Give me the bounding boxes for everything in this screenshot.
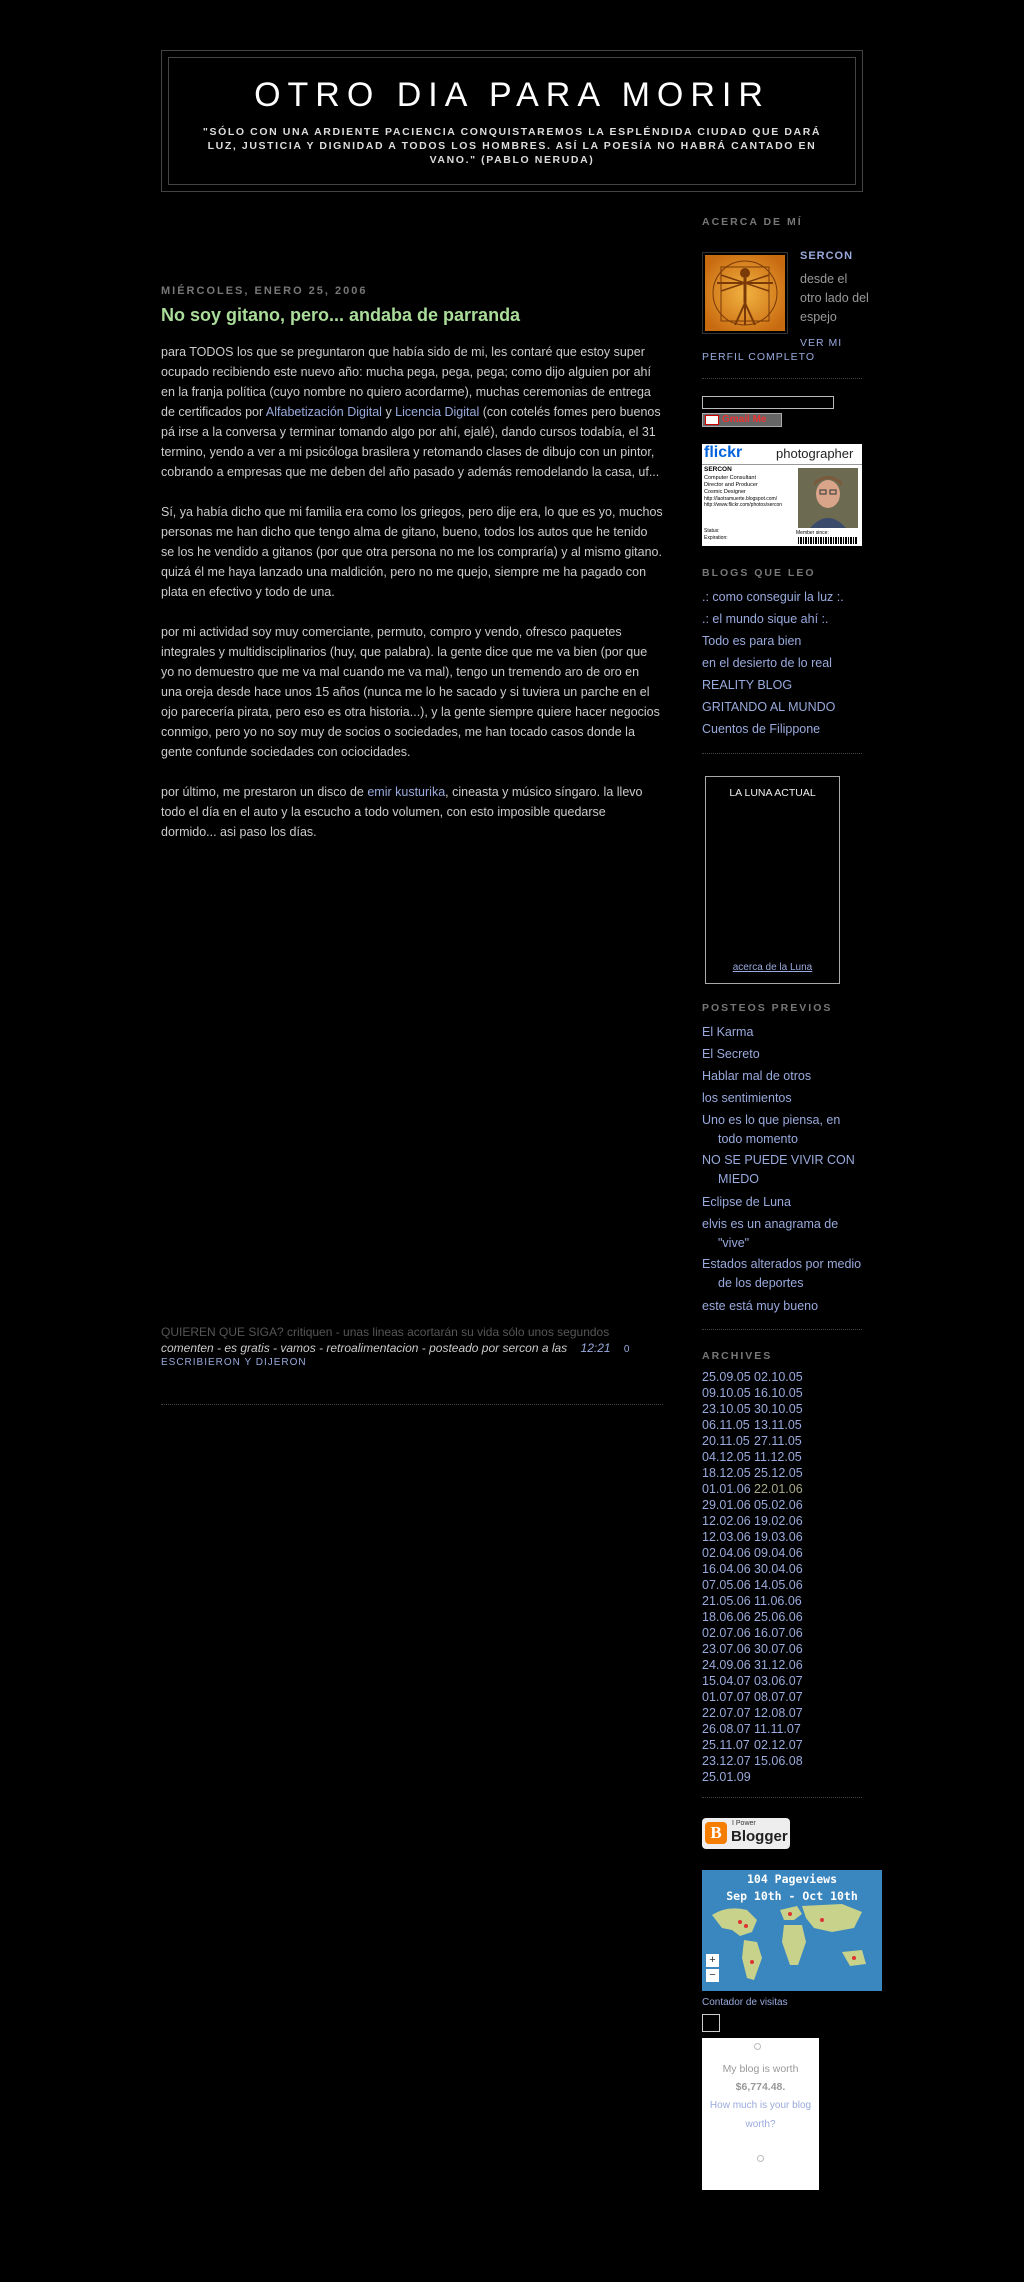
archive-date[interactable]: 20.11.05 — [702, 1434, 750, 1448]
powered-by-blogger-badge[interactable] — [702, 1818, 790, 1849]
envelope-icon — [705, 415, 719, 425]
blogger-b-icon: B — [705, 1822, 727, 1844]
pageviews-map-widget[interactable] — [702, 1870, 882, 1991]
archive-link[interactable] — [754, 1530, 806, 1544]
blogs-heading: BLOGS QUE LEO — [702, 567, 816, 579]
archive-date[interactable]: 24.09.06 — [702, 1658, 751, 1672]
archive-link[interactable] — [754, 1402, 806, 1416]
archive-link[interactable] — [702, 1386, 754, 1400]
archive-link[interactable] — [702, 1610, 754, 1624]
archive-date[interactable]: 25.06.06 — [754, 1610, 803, 1624]
archive-link[interactable] — [754, 1706, 806, 1720]
email-input-box[interactable] — [702, 396, 834, 409]
archive-date[interactable]: 29.01.06 — [702, 1498, 751, 1512]
blog-worth-value: $6,774.48. — [735, 2081, 786, 2093]
archive-date[interactable]: 15.04.07 — [702, 1674, 751, 1688]
archive-row — [702, 1737, 902, 1753]
circle-icon — [754, 2043, 761, 2050]
archive-date[interactable]: 16.10.05 — [754, 1386, 803, 1400]
archive-date[interactable]: 18.06.06 — [702, 1610, 751, 1624]
archive-link[interactable] — [702, 1706, 754, 1720]
archive-link[interactable] — [754, 1722, 806, 1736]
sidebar-separator — [702, 1329, 862, 1330]
blog-link[interactable]: .: el mundo sique ahí :. — [702, 612, 829, 626]
archive-date[interactable]: 16.07.06 — [754, 1626, 803, 1640]
archive-link[interactable] — [702, 1690, 754, 1704]
post-permalink-time[interactable]: 12:21 — [580, 1341, 611, 1355]
archive-link[interactable] — [702, 1514, 754, 1528]
archive-date[interactable]: 25.12.05 — [754, 1466, 803, 1480]
archive-link[interactable] — [702, 1722, 754, 1736]
archive-link[interactable] — [754, 1466, 806, 1480]
archive-date[interactable]: 02.12.07 — [754, 1738, 803, 1752]
map-pageviews-text: 104 Pageviews — [746, 1872, 837, 1886]
previous-post-link[interactable]: este está muy bueno — [702, 1299, 819, 1313]
archive-link[interactable] — [702, 1530, 754, 1544]
view-my-text: VER MI — [800, 337, 843, 349]
archive-date[interactable]: 30.10.05 — [754, 1402, 803, 1416]
gmail-me-label: Gmail Me — [722, 414, 767, 425]
archive-row — [702, 1705, 902, 1721]
archive-date[interactable]: 23.12.07 — [702, 1754, 751, 1768]
previous-posts-list — [702, 1021, 864, 1317]
archive-link[interactable] — [754, 1642, 806, 1656]
archive-row — [702, 1481, 902, 1497]
blog-link[interactable]: en el desierto de lo real — [702, 656, 832, 670]
previous-post-link[interactable]: Eclipse de Luna — [702, 1195, 791, 1209]
archive-date[interactable]: 25.11.07 — [702, 1738, 750, 1752]
archive-link[interactable] — [702, 1642, 754, 1656]
flickr-photographer-label: photographer — [776, 446, 854, 461]
archive-date[interactable]: 23.07.06 — [702, 1642, 751, 1656]
flickr-photo — [798, 468, 858, 528]
flickr-badge[interactable] — [702, 444, 862, 546]
previous-post-link[interactable]: los sentimientos — [702, 1091, 792, 1105]
post-body — [161, 342, 663, 842]
archive-row — [702, 1721, 902, 1737]
archive-date[interactable]: 14.05.06 — [754, 1578, 803, 1592]
archive-date[interactable]: 12.08.07 — [754, 1706, 803, 1720]
header-inner-frame — [168, 57, 856, 185]
archive-link[interactable] — [754, 1610, 806, 1624]
previous-post-link[interactable]: elvis es un anagrama de "vive" — [702, 1217, 839, 1250]
alfabetizacion-digital-link[interactable]: Alfabetización Digital — [265, 405, 382, 419]
archive-link[interactable] — [702, 1450, 754, 1464]
archive-date[interactable]: 15.06.08 — [754, 1754, 803, 1768]
previous-post-link[interactable]: El Karma — [702, 1025, 754, 1039]
sidebar — [702, 216, 902, 2190]
archive-link[interactable] — [754, 1370, 806, 1384]
blog-link[interactable]: REALITY BLOG — [702, 678, 793, 692]
sidebar-separator — [702, 753, 862, 754]
archive-link[interactable] — [754, 1594, 806, 1608]
moon-title: LA LUNA ACTUAL — [729, 787, 816, 799]
archives-heading: ARCHIVES — [702, 1350, 773, 1362]
archive-row — [702, 1641, 902, 1657]
comments-link[interactable]: ESCRIBIERON Y DIJERON — [161, 1357, 307, 1368]
post-text: por último, me prestaron un disco de — [161, 785, 368, 799]
archive-row — [702, 1449, 902, 1465]
circle-icon — [757, 2155, 764, 2162]
archive-date[interactable]: 18.12.05 — [702, 1466, 751, 1480]
post-text: (con cotelés fomes pero buenos pá irse a la conversa y terminar tomando algo por ahí, ejalé), dando cursos todabía, el 31 termino, yendo a ver a mi psicóloga brasilera y retomando clases de dibujo con un pintor, cobrando a empresas que me deben del año pasado y además remodelando la casa, uf... — [161, 405, 661, 479]
post-paragraph-2: Sí, ya había dicho que mi familia era como los griegos, pero dije era, lo que es yo, muchos personas me han dicho que tengo alma de gitano, bueno, todos los autos que he tenido se los he vendido a gitanos (por que otra persona no me los compraría) y al mismo gitano. quizá él me haya lanzado una maldición, pero no me quejo, siempre me ha pagado con plata en efectivo y todo de una. — [161, 505, 663, 599]
archive-date[interactable]: 05.02.06 — [754, 1498, 803, 1512]
archive-row — [702, 1513, 902, 1529]
blog-link[interactable]: GRITANDO AL MUNDO — [702, 700, 836, 714]
flickr-member-since: Member since: — [796, 530, 829, 536]
archive-link[interactable] — [754, 1674, 806, 1688]
archive-date[interactable]: 31.12.06 — [754, 1658, 803, 1672]
archive-link[interactable] — [754, 1386, 806, 1400]
flickr-line: Cosmic Designer — [704, 489, 746, 495]
archive-date[interactable]: 03.06.07 — [754, 1674, 803, 1688]
archive-row — [702, 1433, 902, 1449]
comment-count-link[interactable]: 0 — [623, 1344, 630, 1355]
archive-link[interactable] — [754, 1738, 806, 1752]
blogger-small-text: I Power — [732, 1820, 756, 1827]
previous-post-link[interactable]: Uno es lo que piensa, en todo momento — [702, 1113, 841, 1146]
archive-date[interactable]: 11.11.07 — [754, 1722, 801, 1736]
post-footer-meta — [161, 1341, 663, 1355]
flickr-status: Status: — [704, 528, 720, 534]
licencia-digital-link[interactable]: Licencia Digital — [395, 405, 480, 419]
archive-date[interactable]: 09.10.05 — [702, 1386, 751, 1400]
archive-link[interactable] — [702, 1370, 754, 1384]
archive-date[interactable]: 26.08.07 — [702, 1722, 751, 1736]
profile-name-link[interactable]: SERCON — [800, 250, 854, 262]
archive-link[interactable] — [702, 1594, 754, 1608]
archive-row — [702, 1385, 902, 1401]
emir-kusturika-link[interactable]: emir kusturika — [367, 785, 446, 799]
vitruvian-man-icon — [703, 253, 787, 333]
archive-date[interactable]: 30.04.06 — [754, 1562, 803, 1576]
archive-link[interactable] — [702, 1738, 754, 1752]
blog-worth-link[interactable]: How much is your blog worth? — [709, 2100, 812, 2130]
archive-link[interactable] — [702, 1754, 754, 1768]
archive-date[interactable]: 04.12.05 — [702, 1450, 751, 1464]
post-paragraph-4 — [161, 782, 663, 842]
archive-row — [702, 1497, 902, 1513]
person-photo-icon — [798, 468, 858, 528]
archive-link[interactable] — [754, 1578, 806, 1592]
blog-link[interactable]: Cuentos de Filippone — [702, 722, 821, 736]
archive-date[interactable]: 12.03.06 — [702, 1530, 751, 1544]
sidebar-separator — [702, 1797, 862, 1798]
blog-link[interactable]: Todo es para bien — [702, 634, 802, 648]
archive-date[interactable]: 23.10.05 — [702, 1402, 751, 1416]
archive-link[interactable] — [702, 1402, 754, 1416]
archive-date[interactable]: 13.11.05 — [754, 1418, 802, 1432]
profile-location: desde el otro lado del espejo — [800, 272, 869, 324]
archive-link[interactable] — [754, 1626, 806, 1640]
archive-date[interactable]: 06.11.05 — [702, 1418, 750, 1432]
archive-date[interactable]: 02.07.06 — [702, 1626, 751, 1640]
archive-link[interactable] — [702, 1418, 754, 1432]
blogger-big-text: Blogger — [731, 1828, 788, 1845]
map-date-range-text: Sep 10th - Oct 10th — [726, 1889, 858, 1903]
archive-row — [702, 1753, 902, 1769]
moon-widget — [705, 776, 840, 984]
archive-row — [702, 1593, 902, 1609]
profile-widget — [702, 228, 902, 368]
zoom-out-button[interactable]: − — [706, 1969, 719, 1982]
full-profile-link[interactable] — [702, 336, 862, 364]
current-archive-date: 22.01.06 — [754, 1482, 803, 1496]
archive-link[interactable] — [702, 1674, 754, 1688]
archive-date[interactable]: 02.04.06 — [702, 1546, 751, 1560]
archive-row — [702, 1545, 902, 1561]
archive-row — [702, 1561, 902, 1577]
post-text: , cineasta y músico síngaro. la llevo todo el día en el auto y la escucho a todo volumen, con esto imposible quedarse dormido... asi paso los días. — [161, 785, 643, 839]
archives-list — [702, 1369, 902, 1785]
blog-description: "SÓLO CON UNA ARDIENTE PACIENCIA CONQUISTAREMOS LA ESPLÉNDIDA CIUDAD QUE DARÁ LUZ, JUSTICIA Y DIGNIDAD A TODOS LOS HOMBRES. ASÍ LA POESÍA NO HABRÁ CANTADO EN VANO." (PABLO NERUDA) — [202, 126, 822, 166]
archive-row — [702, 1401, 902, 1417]
archive-link[interactable] — [702, 1562, 754, 1576]
archive-link[interactable] — [702, 1578, 754, 1592]
archive-date[interactable]: 01.01.06 — [702, 1482, 751, 1496]
archive-date[interactable]: 09.04.06 — [754, 1546, 803, 1560]
about-moon-link[interactable]: acerca de la Luna — [732, 962, 813, 973]
archive-date[interactable]: 30.07.06 — [754, 1642, 803, 1656]
flickr-expiration: Expiration: — [704, 535, 728, 541]
archive-date[interactable]: 25.09.05 — [702, 1370, 751, 1384]
main-content — [161, 285, 663, 1368]
archive-link[interactable] — [702, 1498, 754, 1512]
archive-link[interactable] — [754, 1418, 806, 1432]
archive-row — [702, 1577, 902, 1593]
flickr-logo: flickr — [704, 444, 743, 461]
zoom-in-button[interactable]: + — [706, 1954, 719, 1967]
archive-link[interactable] — [754, 1450, 806, 1464]
archive-row — [702, 1625, 902, 1641]
profile-avatar[interactable] — [702, 252, 788, 334]
archive-date[interactable]: 21.05.06 — [702, 1594, 751, 1608]
header-outer-frame — [161, 50, 863, 192]
visit-counter-image — [702, 2014, 720, 2032]
archive-link[interactable] — [702, 1434, 754, 1448]
archive-link[interactable] — [702, 1482, 754, 1496]
archive-link[interactable] — [754, 1658, 806, 1672]
post-footer-line: QUIEREN QUE SIGA? critiquen - unas lineas acortarán su vida sólo unos segundos — [161, 1325, 610, 1339]
archive-row — [702, 1657, 902, 1673]
sidebar-separator — [702, 378, 862, 379]
archive-row — [702, 1529, 902, 1545]
flickr-line: http://laotramuerte.blogspot.com/ — [704, 496, 778, 502]
post-paragraph-1 — [161, 342, 663, 482]
flickr-line: http://www.flickr.com/photos/sercon — [704, 502, 783, 508]
archive-row — [702, 1609, 902, 1625]
visit-counter-link[interactable]: Contador de visitas — [702, 1997, 788, 2008]
archive-date[interactable]: 12.02.06 — [702, 1514, 751, 1528]
archive-link[interactable] — [754, 1562, 806, 1576]
archive-link[interactable] — [702, 1658, 754, 1672]
flickr-divider — [702, 464, 862, 465]
post-text: para TODOS los que se preguntaron que había sido de mi, les contaré que estoy super ocupado recibiendo este nuevo año: mucha pega, pega, pega; como dijo alguien por ahí en la franja política (cuyo nombre no quiero acordarme), muchas ceremonias de entrega de certificados por — [161, 345, 651, 419]
flickr-line: Computer Consultant — [704, 475, 756, 481]
previous-post-link[interactable]: Hablar mal de otros — [702, 1069, 812, 1083]
archive-date[interactable]: 22.07.07 — [702, 1706, 751, 1720]
previous-posts-heading: POSTEOS PREVIOS — [702, 1002, 833, 1014]
blog-link[interactable]: .: como conseguir la luz :. — [702, 590, 844, 604]
archive-link[interactable] — [754, 1754, 806, 1768]
archive-link[interactable] — [702, 1546, 754, 1560]
archive-link[interactable] — [754, 1546, 806, 1560]
flickr-line: Director and Producer — [704, 482, 758, 488]
flickr-name: SERCON — [704, 466, 732, 473]
archive-date[interactable]: 19.02.06 — [754, 1514, 803, 1528]
post-text: y — [381, 405, 396, 419]
gmail-me-button[interactable] — [702, 413, 782, 427]
archive-link[interactable] — [702, 1770, 754, 1784]
blogs-list — [702, 586, 902, 740]
archive-link[interactable] — [702, 1466, 754, 1480]
post-title[interactable]: No soy gitano, pero... andaba de parranda — [161, 305, 521, 325]
previous-post-link[interactable]: Estados alterados por medio de los deportes — [702, 1257, 862, 1290]
archive-row — [702, 1673, 902, 1689]
archive-row — [702, 1689, 902, 1705]
post-date: MIÉRCOLES, ENERO 25, 2006 — [161, 285, 368, 297]
archive-date[interactable]: 25.01.09 — [702, 1770, 751, 1784]
barcode-icon — [798, 537, 858, 544]
archive-date[interactable]: 16.04.06 — [702, 1562, 751, 1576]
archive-date[interactable]: 07.05.06 — [702, 1578, 751, 1592]
full-profile-text: PERFIL COMPLETO — [702, 351, 816, 363]
archive-link[interactable] — [754, 1690, 806, 1704]
post-author-text: comenten - es gratis - vamos - retroalimentacion - posteado por sercon a las — [161, 1341, 568, 1355]
archive-link[interactable] — [754, 1434, 806, 1448]
blog-title[interactable]: OTRO DIA PARA MORIR — [254, 76, 770, 114]
archive-row — [702, 1465, 902, 1481]
archive-date[interactable]: 01.07.07 — [702, 1690, 751, 1704]
archive-date[interactable]: 08.07.07 — [754, 1690, 803, 1704]
archive-date[interactable]: 11.12.05 — [754, 1450, 802, 1464]
blog-worth-widget — [702, 2038, 819, 2190]
archive-link[interactable] — [702, 1626, 754, 1640]
post-separator — [161, 1404, 663, 1405]
previous-post-link[interactable]: El Secreto — [702, 1047, 760, 1061]
archive-link[interactable] — [754, 1498, 806, 1512]
blog-worth-text: My blog is worth — [722, 2063, 799, 2075]
previous-post-link[interactable]: NO SE PUEDE VIVIR CON MIEDO — [702, 1153, 855, 1186]
archive-date[interactable]: 27.11.05 — [754, 1434, 802, 1448]
archive-date[interactable]: 02.10.05 — [754, 1370, 803, 1384]
archive-row — [702, 1769, 902, 1785]
archive-date[interactable]: 11.06.06 — [754, 1594, 802, 1608]
archive-date[interactable]: 19.03.06 — [754, 1530, 803, 1544]
archive-link[interactable] — [754, 1514, 806, 1528]
post-paragraph-3: por mi actividad soy muy comerciante, permuto, compro y vendo, ofresco paquetes integrales y multidisciplinarios (huy, que palabra). la gente dice que me va bien (por que yo no demuestro que me va mal cuando me va mal), tengo un tremendo aro de oro en una oreja desde hace unos 15 años (nunca me lo he sacado y si tuviera un parche en el ojo parecería pirata, pero eso es otra historia...), y la gente siempre quiere hacer negocios conmigo, pero yo no soy muy de socios o sociedades, me han tocado casos donde la gente confunde sociedades con ociocidades. — [161, 625, 660, 759]
post-footer — [161, 1325, 663, 1368]
about-heading: ACERCA DE MÍ — [702, 216, 803, 228]
archive-row — [702, 1417, 902, 1433]
archive-row — [702, 1369, 902, 1385]
